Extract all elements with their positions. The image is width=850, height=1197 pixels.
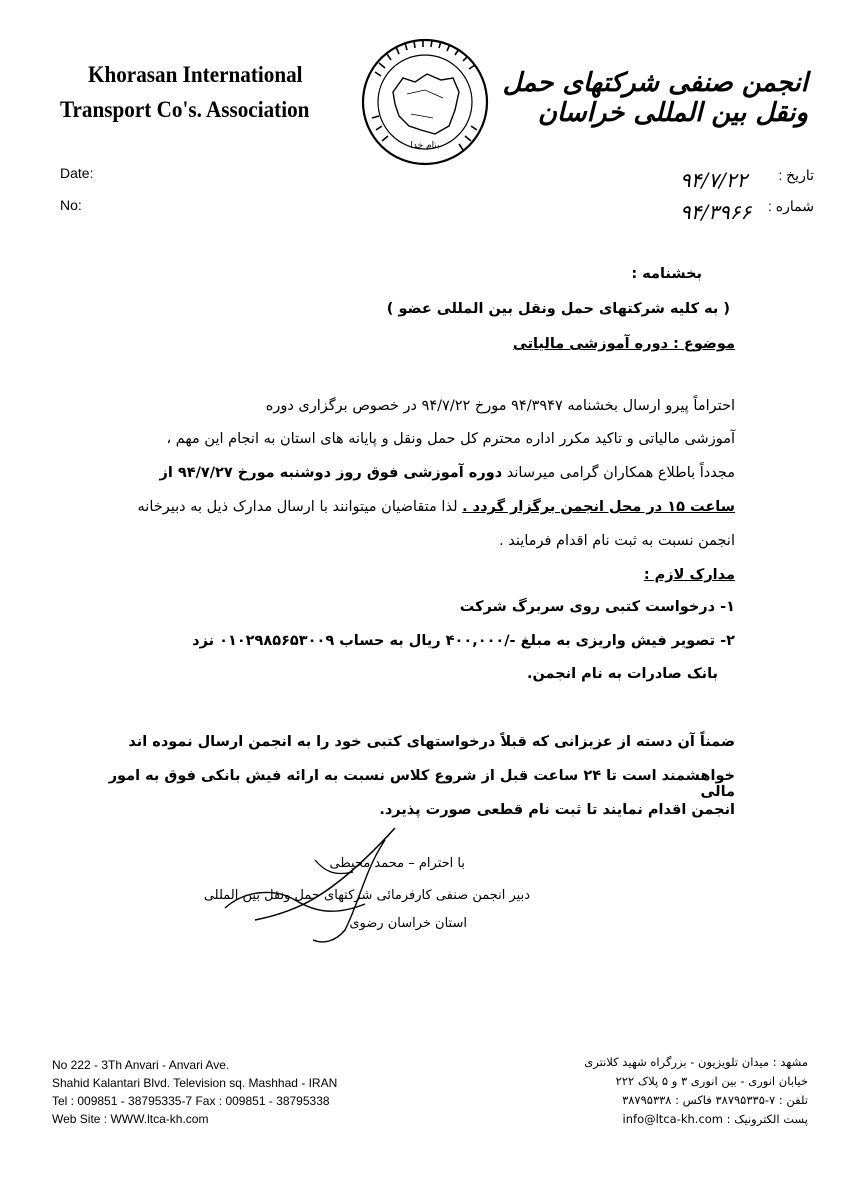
date-label-fa: تاریخ : bbox=[778, 167, 814, 183]
footer-phone-fax-en: Tel : 009851 - 38795335-7 Fax : 009851 - 38795338 bbox=[52, 1094, 330, 1108]
paragraph-2-line-2: خواهشمند است تا ۲۴ ساعت قبل از شروع کلاس نسبت به ارائه فیش بانکی فوق به امور مالی bbox=[108, 768, 735, 800]
paragraph-1-line-2: آموزشی مالیاتی و تاکید مکرر اداره محترم کل حمل ونقل و پایانه های استان به انجام این مهم ، bbox=[166, 431, 735, 447]
paragraph-1-course-date: دوره آموزشی فوق روز دوشنبه مورخ ۹۴/۷/۲۷ از bbox=[159, 465, 503, 481]
date-label-en: Date: bbox=[60, 165, 94, 181]
footer-address-fa-2: خیابان انوری - بین انوری ۳ و ۵ پلاک ۲۲۲ bbox=[615, 1074, 808, 1088]
paragraph-1-line-4 bbox=[115, 499, 735, 515]
footer-address-en-1: No 222 - 3Th Anvari - Anvari Ave. bbox=[52, 1058, 230, 1072]
footer-email: پست الکترونیک : info@ltca-kh.com bbox=[622, 1112, 808, 1126]
footer-website: Web Site : WWW.ltca-kh.com bbox=[52, 1112, 209, 1126]
handwritten-number: ۹۴/۳۹۶۶ bbox=[680, 200, 752, 224]
number-label-fa: شماره : bbox=[768, 198, 814, 214]
required-document-2-line-2: بانک صادرات به نام انجمن. bbox=[526, 666, 718, 682]
letter-recipient: ( به کلیه شرکتهای حمل ونقل بین المللی عضو ) bbox=[386, 301, 730, 317]
footer-address-en-2: Shahid Kalantari Blvd. Television sq. Mashhad - IRAN bbox=[52, 1076, 338, 1090]
org-name-fa: انجمن صنفی شرکتهای حمل ونقل بین المللی خراسان bbox=[502, 68, 808, 128]
required-document-2-line-1: ۲- تصویر فیش واریزی به مبلغ -/۴۰۰,۰۰۰ ریال به حساب ۰۱۰۲۹۸۵۶۵۳۰۰۹ نزد bbox=[192, 633, 735, 649]
paragraph-1-line-3 bbox=[115, 465, 735, 481]
paragraph-1-line-3-start: مجدداً باطلاع همکاران گرامی میرساند bbox=[502, 465, 735, 481]
number-label-en: No: bbox=[60, 197, 82, 213]
signature-province: استان خراسان رضوی bbox=[349, 916, 467, 931]
required-documents-title: مدارک لازم : bbox=[643, 567, 735, 583]
association-seal-logo bbox=[355, 30, 495, 170]
org-name-en-line2: Transport Co's. Association bbox=[60, 97, 310, 122]
paragraph-1-course-time: ساعت ۱۵ در محل انجمن برگزار گردد . bbox=[462, 499, 735, 515]
footer-address-fa-1: مشهد : میدان تلویزیون - بزرگراه شهید کلانتری bbox=[584, 1055, 808, 1069]
paragraph-1-line-5: انجمن نسبت به ثبت نام اقدام فرمایند . bbox=[499, 533, 735, 549]
paragraph-2-line-3: انجمن اقدام نمایند تا ثبت نام قطعی صورت پذیرد. bbox=[379, 802, 735, 818]
handwritten-date: ۹۴/۷/۲۲ bbox=[680, 168, 748, 192]
signature-title: دبیر انجمن صنفی کارفرمائی شرکتهای حمل ونقل بین المللی bbox=[203, 888, 530, 903]
seal-bottom-text: بنام خدا bbox=[410, 141, 440, 151]
required-document-1: ۱- درخواست کتبی روی سربرگ شرکت bbox=[459, 599, 735, 615]
signature-greeting: با احترام – محمد محیطی bbox=[329, 856, 465, 871]
org-name-en-line1: Khorasan International bbox=[88, 62, 303, 87]
paragraph-1-line-4-end: لذا متقاضیان میتوانند با ارسال مدارک ذیل به دبیرخانه bbox=[137, 499, 463, 515]
paragraph-1-line-1: احتراماً پیرو ارسال بخشنامه ۹۴/۳۹۴۷ مورخ ۹۴/۷/۲۲ در خصوص برگزاری دوره bbox=[265, 398, 735, 414]
paragraph-2-line-1: ضمناً آن دسته از عزیزانی که قبلاً درخواستهای کتبی خود را به انجمن ارسال نموده اند bbox=[128, 734, 735, 750]
letter-type: بخشنامه : bbox=[631, 266, 702, 282]
footer-phone-fax-fa: تلفن : ۷-۳۸۷۹۵۳۳۵ فاکس : ۳۸۷۹۵۳۳۸ bbox=[622, 1093, 808, 1107]
letter-subject: موضوع : دوره آموزشی مالیاتی bbox=[512, 336, 735, 352]
